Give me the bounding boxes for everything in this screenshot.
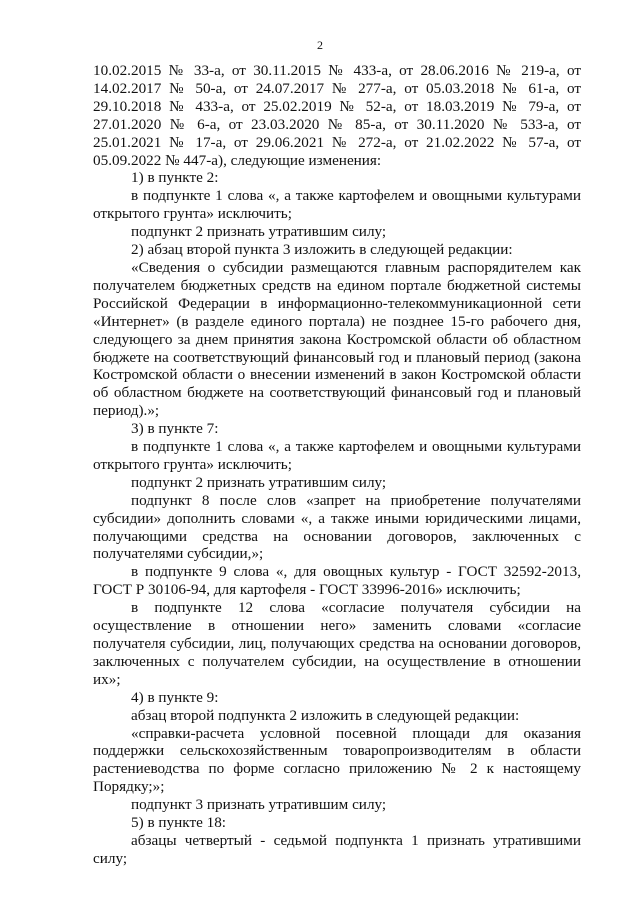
paragraph-4: подпункт 2 признать утратившим силу; <box>131 223 387 241</box>
paragraph-9: подпункт 2 признать утратившим силу; <box>131 473 387 491</box>
paragraph-13: 4) в пункте 9: <box>131 688 219 706</box>
paragraph-8: в подпункте 1 слова «, а также картофелем и овощными культурами открытого грунта» исключить; <box>93 438 581 473</box>
paragraph-1: 10.02.2015 № 33-а, от 30.11.2015 № 433-а, от 28.06.2016 № 219-а, от 14.02.2017 № 50-а, от 24.07.2017 № 277-а, от 05.03.2018 № 61-а, от 29.10.2018 № 433-а, от 25.02.2019 № 52-а, от 18.03.2019 № 79-а, от 27.01.2020 № 6-а, от 23.03.2020 № 85-а, от 30.11.2020 № 533-а, от 25.01.2021 № 17-а, от 29.06.2021 № 272-а, от 21.02.2022 № 57-а, от 05.09.2022 № 447-а), следующие изменения: <box>93 62 581 169</box>
paragraph-17: 5) в пункте 18: <box>131 814 227 832</box>
paragraph-6: «Сведения о субсидии размещаются главным распорядителем как получателем бюджетных средств на едином портале бюджетной системы Российской Федерации в информационно-телекоммуникационной сети «Интернет» (в разделе единого портала) не позднее 15-го рабочего дня, следующего за днем принятия закона Костромской области об областном бюджете на соответствующий финансовый год и плановый период (закона Костромской области о внесении изменений в закон Костромской области об областном бюджете на соответствующий финансовый год и плановый период).»; <box>93 258 581 420</box>
paragraph-2: 1) в пункте 2: <box>131 169 219 187</box>
paragraph-10: подпункт 8 после слов «запрет на приобретение получателями субсидии» дополнить словами «, а также иными юридическими лицами, получающими средства на основании договоров, заключенных с получателями субсидии,»; <box>93 491 581 563</box>
paragraph-5: 2) абзац второй пункта 3 изложить в следующей редакции: <box>131 241 513 259</box>
paragraph-15: «справки-расчета условной посевной площади для оказания поддержки сельскохозяйственным товаропроизводителям в области растениеводства по форме согласно приложению № 2 к настоящему Порядку;»; <box>93 724 581 796</box>
paragraph-16: подпункт 3 признать утратившим силу; <box>131 796 387 814</box>
paragraph-3: в подпункте 1 слова «, а также картофелем и овощными культурами открытого грунта» исключить; <box>93 187 581 223</box>
paragraph-18: абзацы четвертый - седьмой подпункта 1 признать утратившими силу; <box>93 831 581 867</box>
document-body <box>93 62 581 868</box>
page-number: 2 <box>317 38 323 52</box>
paragraph-12: в подпункте 12 слова «согласие получателя субсидии на осуществление в отношении него» заменить словами «согласие получателя субсидии, лиц, получающих средства на основании договоров, заключенных с получателем субсидии, на осуществление в отношении их»; <box>93 599 581 688</box>
paragraph-11: в подпункте 9 слова «, для овощных культур - ГОСТ 32592-2013, ГОСТ Р 30106-94, для картофеля - ГОСТ 33996-2016» исключить; <box>93 563 581 599</box>
paragraph-7: 3) в пункте 7: <box>131 420 219 438</box>
paragraph-14: абзац второй подпункта 2 изложить в следующей редакции: <box>131 706 520 724</box>
